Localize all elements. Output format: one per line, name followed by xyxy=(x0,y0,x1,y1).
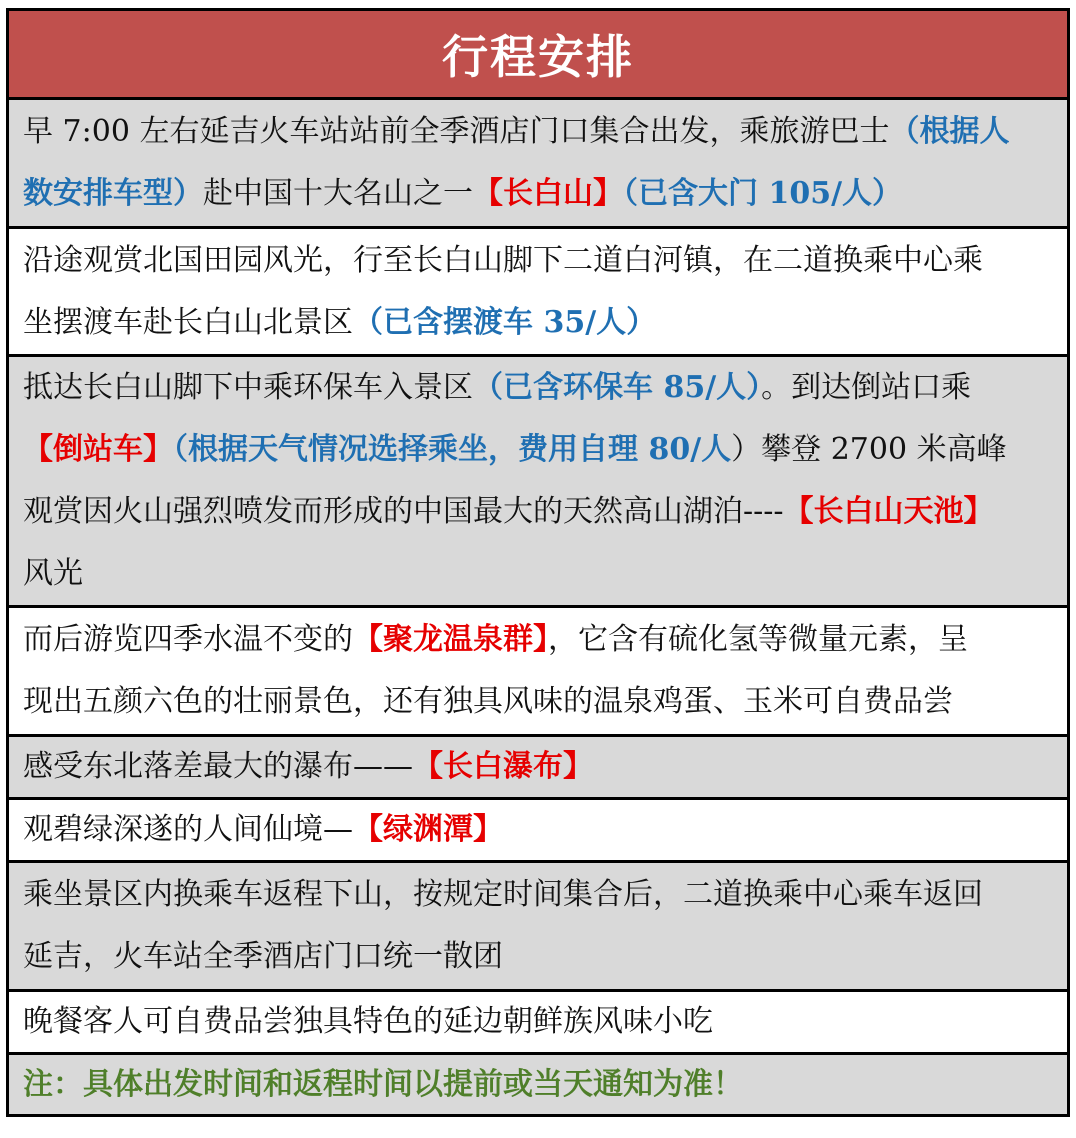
row-line xyxy=(23,101,1053,163)
row-line xyxy=(23,1054,1053,1116)
itinerary-row xyxy=(9,1052,1067,1114)
itinerary-row xyxy=(9,354,1067,605)
itinerary-row xyxy=(9,226,1067,354)
row-line xyxy=(23,736,1053,798)
row-line xyxy=(23,671,1053,733)
row-line xyxy=(23,230,1053,292)
row-line xyxy=(23,609,1053,671)
highlight-attraction: 【倒站车】 xyxy=(23,432,173,467)
row-text: 风光 xyxy=(23,556,83,591)
row-text: 坐摆渡车赴长白山北景区 xyxy=(23,304,353,340)
row-line xyxy=(23,419,1053,481)
itinerary-row xyxy=(9,860,1067,989)
row-line xyxy=(23,799,1053,861)
row-line xyxy=(23,481,1053,543)
row-text: 早 7:00 左右延吉火车站站前全季酒店门口集合出发，乘旅游巴士 xyxy=(23,114,890,149)
row-line xyxy=(23,543,1053,605)
row-line xyxy=(23,864,1053,926)
row-text: ）攀登 2700 米高峰 xyxy=(731,432,1007,467)
row-text: 现出五颜六色的壮丽景色，还有独具风味的温泉鸡蛋、玉米可自费品尝 xyxy=(23,684,953,719)
fee-note: （根据天气情况选择乘坐，费用自理 80/人 xyxy=(173,432,732,467)
itinerary-row xyxy=(9,989,1067,1052)
highlight-attraction: 【绿渊潭】 xyxy=(353,812,503,847)
highlight-attraction: 【长白瀑布】 xyxy=(413,749,593,784)
row-text: 。到达倒站口乘 xyxy=(761,370,972,405)
row-text: 赴中国十大名山之一 xyxy=(203,176,473,211)
row-text: 乘坐景区内换乘车返程下山，按规定时间集合后，二道换乘中心乘车返回 xyxy=(23,877,983,912)
highlight-attraction: 【长白山】 xyxy=(473,176,623,211)
itinerary-row xyxy=(9,605,1067,734)
fee-note: （已含摆渡车 35/人） xyxy=(353,304,657,340)
row-line xyxy=(23,357,1053,419)
row-line xyxy=(23,292,1053,354)
fee-note: （已含大门 105/人） xyxy=(623,176,903,211)
row-text: 观赏因火山强烈喷发而形成的中国最大的天然高山湖泊---- xyxy=(23,494,784,529)
itinerary-row xyxy=(9,797,1067,860)
row-text: 延吉，火车站全季酒店门口统一散团 xyxy=(23,939,503,974)
itinerary-rows xyxy=(9,97,1067,1114)
fee-note: 数安排车型） xyxy=(23,176,203,211)
notice-text: 注：具体出发时间和返程时间以提前或当天通知为准！ xyxy=(23,1066,743,1102)
row-line xyxy=(23,926,1053,988)
highlight-attraction: 【聚龙温泉群】 xyxy=(353,622,548,657)
itinerary-table xyxy=(6,8,1070,1117)
row-text: 感受东北落差最大的瀑布—— xyxy=(23,749,413,784)
itinerary-row xyxy=(9,97,1067,226)
row-line xyxy=(23,163,1053,225)
row-text: 沿途观赏北国田园风光，行至长白山脚下二道白河镇，在二道换乘中心乘 xyxy=(23,242,983,278)
row-line xyxy=(23,991,1053,1053)
fee-note: （已含环保车 85/人） xyxy=(473,370,762,405)
fee-note: （根据人 xyxy=(889,114,1010,149)
row-text: ，它含有硫化氢等微量元素，呈 xyxy=(548,622,968,657)
page-title: 行程安排 xyxy=(9,11,1067,97)
row-text: 抵达长白山脚下中乘环保车入景区 xyxy=(23,370,473,405)
row-text: 观碧绿深遂的人间仙境— xyxy=(23,812,353,847)
itinerary-row xyxy=(9,734,1067,797)
highlight-attraction: 【长白山天池】 xyxy=(783,494,994,529)
row-text: 而后游览四季水温不变的 xyxy=(23,622,353,657)
row-text: 晚餐客人可自费品尝独具特色的延边朝鲜族风味小吃 xyxy=(23,1004,713,1039)
